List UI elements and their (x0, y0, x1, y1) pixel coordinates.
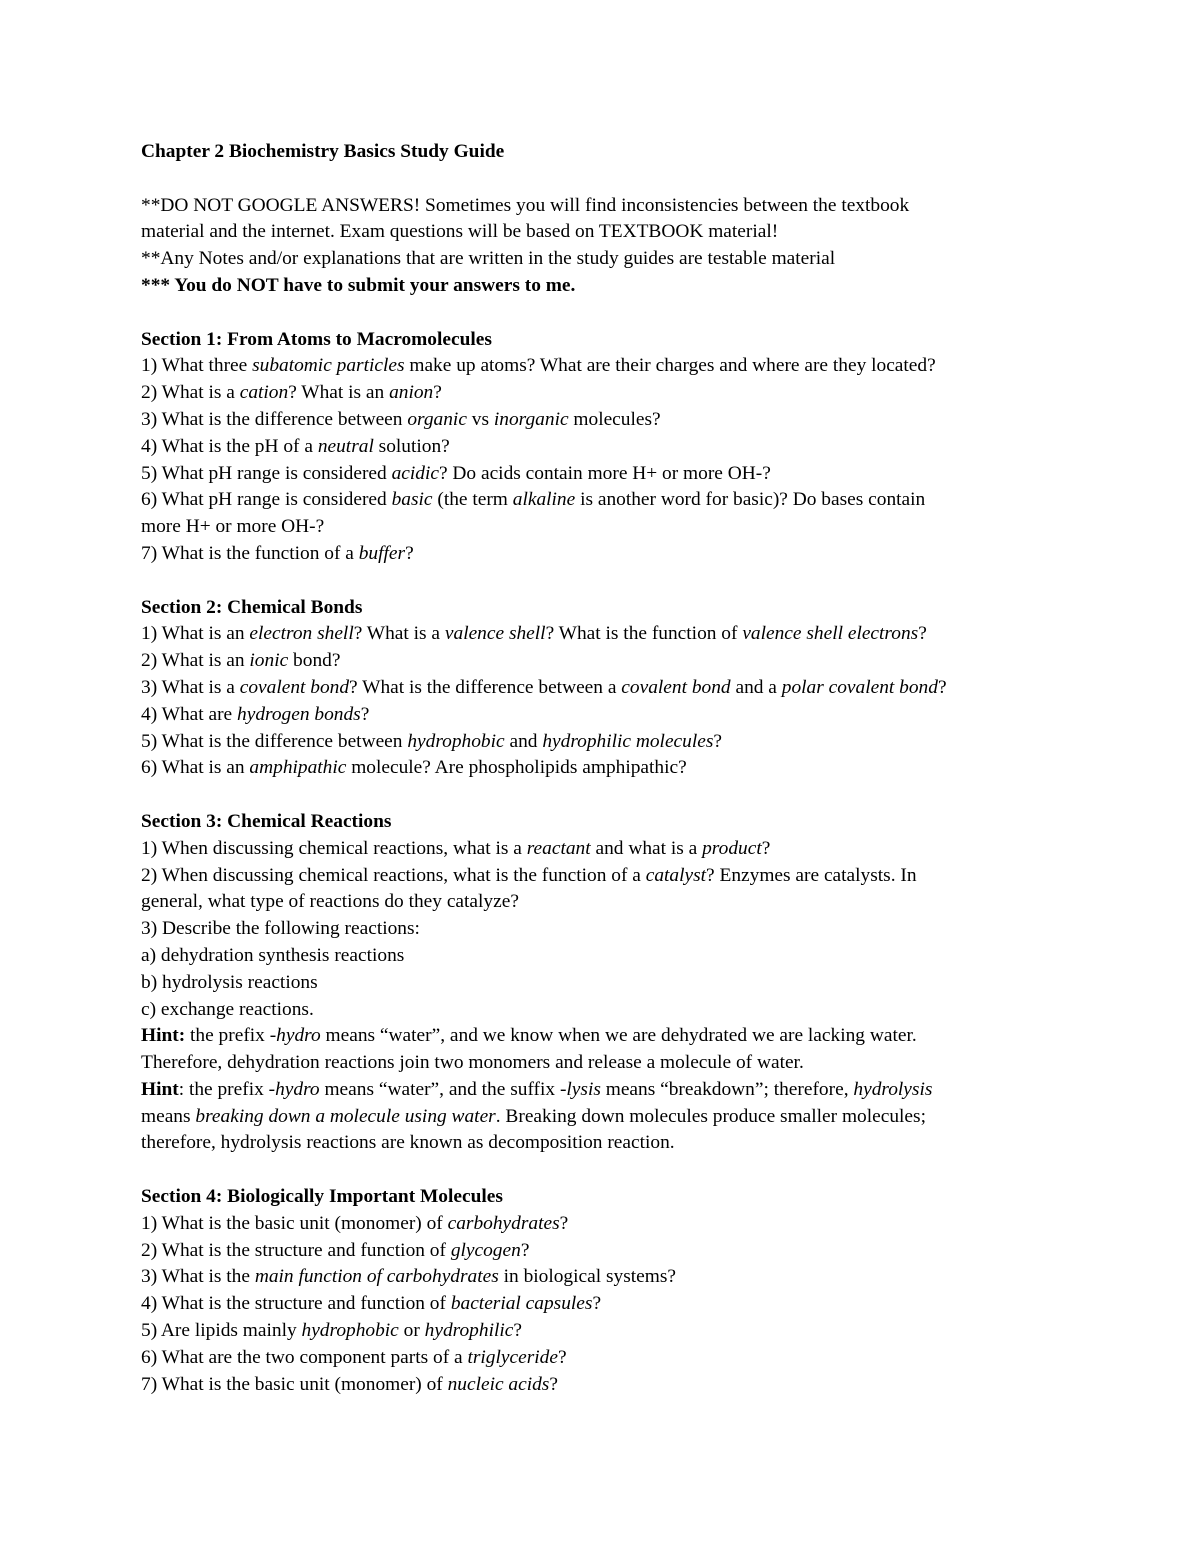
text-run: ? (761, 837, 771, 859)
question-line (141, 487, 1071, 514)
question-line (141, 1372, 1071, 1399)
intro-line (141, 246, 1071, 273)
italic-term: -lysis (559, 1078, 601, 1100)
italic-term: glycogen (450, 1239, 521, 1261)
text-run: ? (360, 703, 370, 725)
text-run: 2) What is an (141, 650, 250, 672)
text-run: a) dehydration synthesis reactions (141, 944, 405, 966)
text-run: bond? (288, 650, 341, 672)
section-2 (141, 595, 1071, 783)
question-line (141, 1104, 1071, 1131)
question-line (141, 461, 1071, 488)
question-line (141, 1345, 1071, 1372)
text-run: solution? (373, 435, 450, 457)
text-run: ? (559, 1212, 569, 1234)
italic-term: hydrophobic (407, 730, 505, 752)
italic-term: anion (389, 382, 434, 404)
question-line (141, 702, 1071, 729)
text-run: b) hydrolysis reactions (141, 971, 318, 993)
italic-term: polar covalent bond (781, 676, 938, 698)
text-run: ? (592, 1293, 602, 1315)
spacer (141, 1157, 1071, 1184)
italic-term: electron shell (249, 623, 354, 645)
italic-term: hydrophilic (424, 1320, 514, 1342)
text-run: 5) What pH range is considered (141, 462, 392, 484)
question-line (141, 889, 1071, 916)
text-run: means “water”, and the suffix (319, 1078, 560, 1100)
question-line (141, 1050, 1071, 1077)
text-run: 6) What is an (141, 757, 250, 779)
text-run: molecules? (568, 408, 661, 430)
question-line (141, 1023, 1071, 1050)
italic-term: -hydro (269, 1025, 321, 1047)
text-run: ? (713, 730, 722, 752)
question-line (141, 514, 1071, 541)
italic-term: carbohydrates (447, 1212, 560, 1234)
question-line (141, 1077, 1071, 1104)
italic-term: -hydro (268, 1078, 320, 1100)
italic-term: subatomic particles (252, 355, 405, 377)
question-line (141, 1264, 1071, 1291)
text-run: means “breakdown”; therefore, (600, 1078, 854, 1100)
section-heading: Section 4: Biologically Important Molecules (141, 1186, 503, 1208)
text-run: . Breaking down molecules produce smaller molecules; (495, 1105, 926, 1127)
text-run: 4) What are (141, 703, 238, 725)
italic-term: valence shell (444, 623, 546, 645)
italic-term: inorganic (493, 408, 569, 430)
question-line (141, 970, 1071, 997)
italic-term: nucleic acids (447, 1373, 550, 1395)
text-run: ? What is the difference between a (349, 676, 622, 698)
text-run: 5) Are lipids mainly (141, 1320, 302, 1342)
text-run: 3) What is the (141, 1266, 255, 1288)
text-run: means (141, 1105, 196, 1127)
question-line (141, 353, 1071, 380)
intro-line (141, 193, 1071, 220)
spacer (141, 568, 1071, 595)
question-line (141, 407, 1071, 434)
italic-term: neutral (317, 435, 374, 457)
question-line (141, 434, 1071, 461)
italic-term: amphipathic (249, 757, 347, 779)
italic-term: product (702, 837, 762, 859)
text-run: ? What is the function of (545, 623, 743, 645)
question-line (141, 648, 1071, 675)
spacer (141, 782, 1071, 809)
question-line (141, 755, 1071, 782)
text-run: ? (557, 1346, 567, 1368)
text-run: 1) What is the basic unit (monomer) of (141, 1212, 448, 1234)
text-run: make up atoms? What are their charges and where are they located? (404, 355, 936, 377)
italic-term: basic (391, 489, 433, 511)
question-line (141, 675, 1071, 702)
text-run: (the term (432, 489, 513, 511)
question-line (141, 1318, 1071, 1345)
text-run: 3) What is the difference between (141, 408, 408, 430)
text-run: ? (433, 382, 442, 404)
text-run: 3) What is a (141, 676, 240, 698)
text-run: **Any Notes and/or explanations that are written in the study guides are testable material (141, 248, 836, 270)
text-run: in biological systems? (498, 1266, 676, 1288)
italic-term: hydrophilic molecules (542, 730, 714, 752)
text-run: ? What is an (288, 382, 390, 404)
section-heading: Section 2: Chemical Bonds (141, 596, 363, 618)
italic-term: ionic (249, 650, 289, 672)
text-run: 7) What is the function of a (141, 542, 359, 564)
text-run: 1) What three (141, 355, 253, 377)
question-line (141, 1130, 1071, 1157)
question-line (141, 729, 1071, 756)
italic-term: buffer (358, 542, 406, 564)
italic-term: hydrogen bonds (237, 703, 361, 725)
text-run: Therefore, dehydration reactions join two monomers and release a molecule of water. (141, 1052, 804, 1074)
text-run: is another word for basic)? Do bases contain (575, 489, 926, 511)
italic-term: cation (239, 382, 289, 404)
text-run: and what is a (590, 837, 703, 859)
italic-term: breaking down a molecule using water (195, 1105, 496, 1127)
text-run: ? (918, 623, 927, 645)
text-run: ? (549, 1373, 558, 1395)
text-run: ? What is a (353, 623, 445, 645)
section-4 (141, 1184, 1071, 1398)
italic-term: catalyst (645, 864, 707, 886)
spacer (141, 166, 1071, 193)
text-run: therefore, hydrolysis reactions are known as decomposition reaction. (141, 1132, 675, 1154)
intro-notes (141, 193, 1071, 300)
section-3 (141, 809, 1071, 1157)
italic-term: bacterial capsules (450, 1293, 593, 1315)
text-run: 7) What is the basic unit (monomer) of (141, 1373, 448, 1395)
text-run: or (398, 1320, 425, 1342)
text-run: means “water”, and we know when we are dehydrated we are lacking water. (320, 1025, 917, 1047)
question-line (141, 836, 1071, 863)
text-run: material and the internet. Exam questions will be based on TEXTBOOK material! (141, 221, 779, 243)
italic-term: hydrolysis (853, 1078, 933, 1100)
italic-term: valence shell electrons (742, 623, 919, 645)
text-run: ? Do acids contain more H+ or more OH-? (438, 462, 771, 484)
text-run: 3) Describe the following reactions: (141, 918, 420, 940)
section-1 (141, 327, 1071, 568)
italic-term: covalent bond (239, 676, 350, 698)
question-line (141, 1238, 1071, 1265)
bold-text: Hint: (141, 1025, 186, 1047)
text-run: ? (937, 676, 947, 698)
italic-term: organic (407, 408, 467, 430)
text-run: 5) What is the difference between (141, 730, 408, 752)
italic-term: acidic (391, 462, 439, 484)
question-line (141, 1291, 1071, 1318)
text-run: 4) What is the structure and function of (141, 1293, 451, 1315)
text-run: : the prefix (178, 1078, 269, 1100)
bold-text: Hint (141, 1078, 179, 1100)
text-run: the prefix (185, 1025, 270, 1047)
text-run: general, what type of reactions do they catalyze? (141, 891, 519, 913)
text-run: ? (520, 1239, 530, 1261)
spacer (141, 300, 1071, 327)
text-run: 1) What is an (141, 623, 250, 645)
intro-line (141, 273, 1071, 300)
document-page (141, 139, 1071, 1398)
section-heading: Section 1: From Atoms to Macromolecules (141, 328, 492, 350)
text-run: ? (405, 542, 414, 564)
text-run: **DO NOT GOOGLE ANSWERS! Sometimes you will find inconsistencies between the textbook (141, 194, 910, 216)
question-line (141, 943, 1071, 970)
italic-term: main function of carbohydrates (254, 1266, 499, 1288)
italic-term: reactant (526, 837, 591, 859)
question-line (141, 863, 1071, 890)
bold-text: *** You do NOT have to submit your answers to me. (141, 274, 576, 296)
text-run: 1) When discussing chemical reactions, what is a (141, 837, 527, 859)
text-run: 6) What pH range is considered (141, 489, 392, 511)
text-run: and (504, 730, 543, 752)
question-line (141, 621, 1071, 648)
question-line (141, 916, 1071, 943)
italic-term: triglyceride (467, 1346, 558, 1368)
question-line (141, 997, 1071, 1024)
text-run: ? Enzymes are catalysts. In (706, 864, 917, 886)
question-line (141, 541, 1071, 568)
text-run: 6) What are the two component parts of a (141, 1346, 468, 1368)
document-title: Chapter 2 Biochemistry Basics Study Guide (141, 141, 505, 162)
text-run: 2) What is the structure and function of (141, 1239, 451, 1261)
italic-term: hydrophobic (301, 1320, 399, 1342)
text-run: 2) What is a (141, 382, 240, 404)
italic-term: alkaline (512, 489, 576, 511)
text-run: vs (466, 408, 494, 430)
section-heading: Section 3: Chemical Reactions (141, 810, 392, 832)
question-line (141, 380, 1071, 407)
italic-term: covalent bond (621, 676, 731, 698)
sections-container (141, 300, 1071, 1399)
text-run: more H+ or more OH-? (141, 516, 325, 538)
text-run: and a (730, 676, 782, 698)
text-run: 2) When discussing chemical reactions, what is the function of a (141, 864, 646, 886)
question-line (141, 1211, 1071, 1238)
intro-line (141, 219, 1071, 246)
text-run: c) exchange reactions. (141, 998, 314, 1020)
text-run: molecule? Are phospholipids amphipathic? (346, 757, 687, 779)
text-run: ? (513, 1320, 522, 1342)
text-run: 4) What is the pH of a (141, 435, 318, 457)
